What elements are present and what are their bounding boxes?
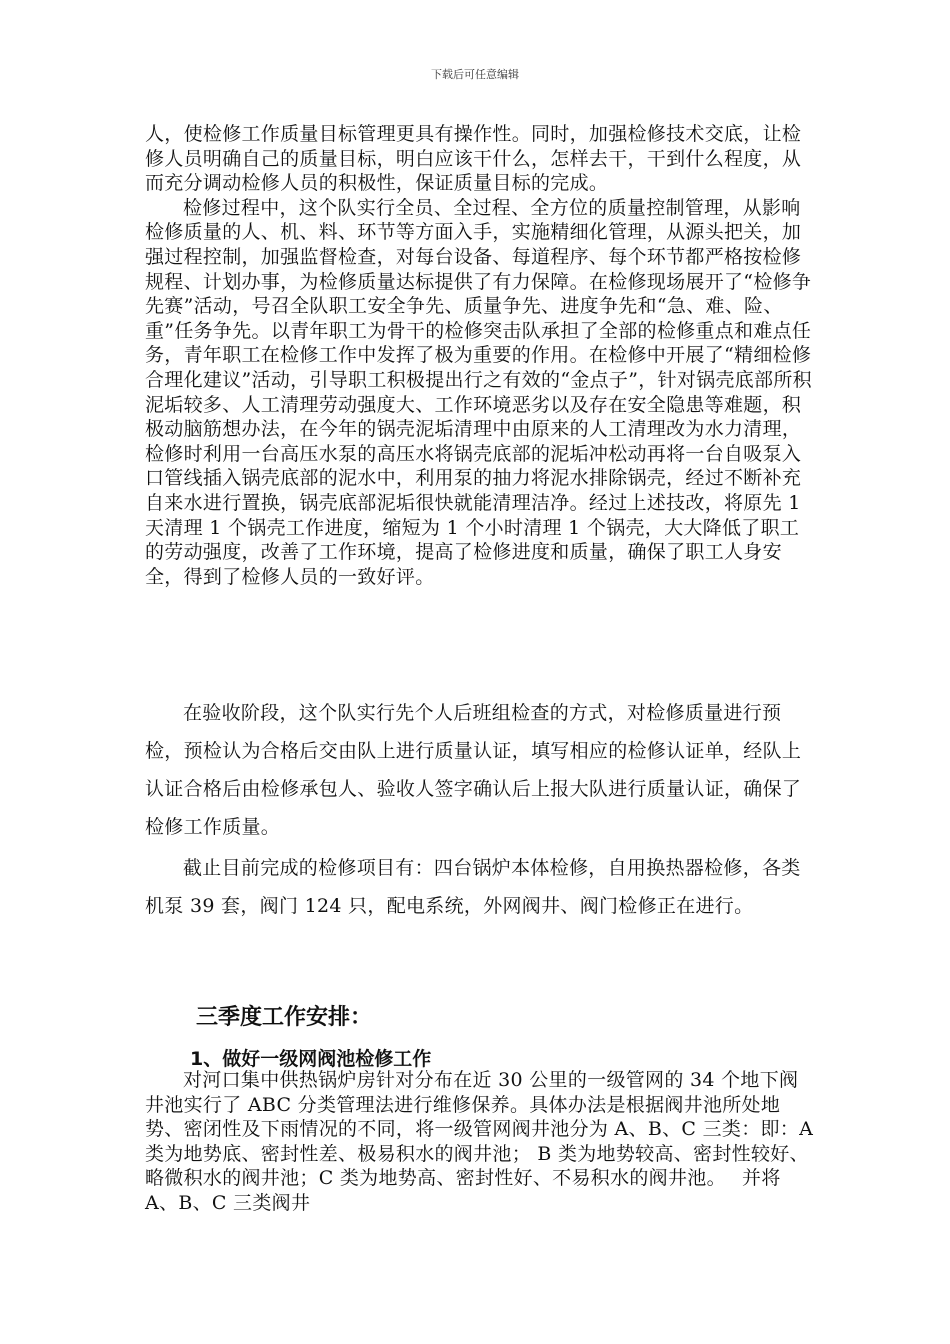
paragraph-completed-items: 截止目前完成的检修项目有：四台锅炉本体检修，自用换热器检修，各类机泵 39 套，阀门 124 只，配电系统，外网阀井、阀门检修正在进行。 [145,857,801,917]
body-section-2 [145,694,815,925]
paragraph-inspection-process: 检修过程中，这个队实行全员、全过程、全方位的质量控制管理，从影响检修质量的人、机、料、环节等方面入手，实施精细化管理，从源头把关，加强过程控制，加强监督检查，对每台设备、每道程序、每个环节都严格按检修规程、计划办事，为检修质量达标提供了有力保障。在检修现场展开了“检修争先赛”活动，号召全队职工安全争先、质量争先、进度争先和“急、难、险、重”任务争先。以青年职工为骨干的检修突击队承担了全部的检修重点和难点任务，青年职工在检修工作中发挥了极为重要的作用。在检修中开展了“精细检修合理化建议”活动，引导职工积极提出行之有效的“金点子”，针对锅壳底部所积泥垢较多、人工清理劳动强度大、工作环境恶劣以及存在安全隐患等难题，积极动脑筋想办法，在今年的锅壳泥垢清理中由原来的人工清理改为水力清理，检修时利用一台高压水泵的高压水将锅壳底部的泥垢冲松动再将一台自吸泵入口管线插入锅壳底部的泥水中，利用泵的抽力将泥水排除锅壳，经过不断补充自来水进行置换，锅壳底部泥垢很快就能清理洁净。经过上述技改，将原先 1 天清理 1 个锅壳工作进度，缩短为 1 个小时清理 1 个锅壳，大大降低了职工的劳动强度，改善了工作环境，提高了检修进度和质量，确保了职工人身安全，得到了检修人员的一致好评。 [145,196,812,588]
subsection-heading: 1、做好一级网阀池检修工作 [190,1048,432,1070]
section-heading: 三季度工作安排： [196,1005,373,1030]
body-section-1 [145,122,815,589]
paragraph-acceptance-stage: 在验收阶段，这个队实行先个人后班组检查的方式，对检修质量进行预检，预检认为合格后交由队上进行质量认证，填写相应的检修认证单，经队上认证合格后由检修承包人、验收人签字确认后上报大队进行质量认证，确保了检修工作质量。 [145,702,802,838]
paragraph-valve-pits: 对河口集中供热锅炉房针对分布在近 30 公里的一级管网的 34 个地下阀井池实行了 ABC 分类管理法进行维修保养。具体办法是根据阀井池所处地势、密闭性及下雨情况的不同，将一级管网阀井池分为 A、B、C 三类：即：A 类为地势底、密封性差、极易积水的阀井池； B 类为地势较高、密封性较好、略微积水的阀井池；C 类为地势高、密封性好、不易积水的阀井池。 并将 A、B、C 三类阀井 [145,1069,814,1214]
paragraph-continuation: 人，使检修工作质量目标管理更具有操作性。同时，加强检修技术交底，让检修人员明确自己的质量目标，明白应该干什么，怎样去干，干到什么程度，从而充分调动检修人员的积极性，保证质量目标的完成。 [145,123,802,195]
body-section-3 [145,1068,815,1216]
page-header: 下载后可任意编辑 [431,68,519,81]
